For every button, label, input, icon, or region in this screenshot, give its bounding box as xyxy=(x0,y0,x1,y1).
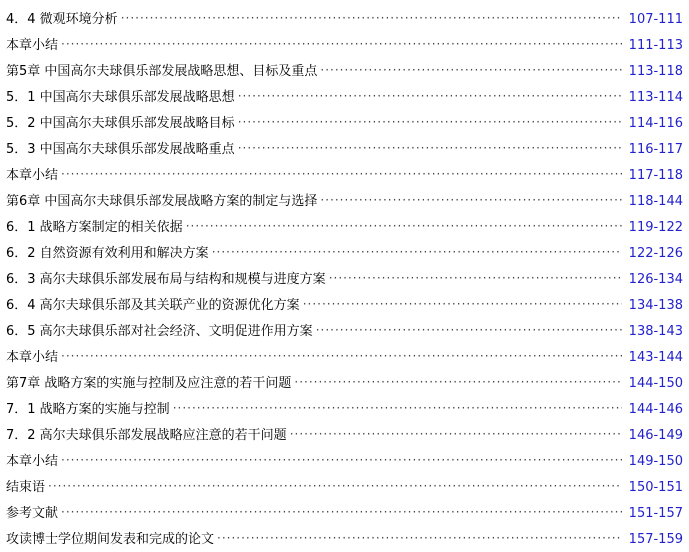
toc-entry-pages[interactable]: 111-113 xyxy=(628,38,683,53)
toc-leader-dots xyxy=(173,396,622,421)
toc-leader-dots xyxy=(290,422,622,447)
toc-entry[interactable] xyxy=(0,344,689,370)
toc-leader-dots xyxy=(329,266,622,291)
toc-leader-dots xyxy=(303,292,622,317)
toc-leader-dots xyxy=(294,370,622,395)
toc-entry-title: 本章小结 xyxy=(6,454,59,469)
toc-entry-title: 7．2 高尔夫球俱乐部发展战略应注意的若干问题 xyxy=(6,428,287,443)
toc-entry[interactable] xyxy=(0,162,689,188)
toc-entry-title: 7．1 战略方案的实施与控制 xyxy=(6,402,170,417)
toc-entry[interactable] xyxy=(0,84,689,110)
toc-entry[interactable] xyxy=(0,110,689,136)
toc-entry[interactable] xyxy=(0,188,689,214)
toc-entry-pages[interactable]: 143-144 xyxy=(628,350,683,365)
toc-entry-pages[interactable]: 138-143 xyxy=(628,324,683,339)
toc-entry-pages[interactable]: 122-126 xyxy=(628,246,683,261)
toc-entry-title: 本章小结 xyxy=(6,350,59,365)
toc-leader-dots xyxy=(186,214,622,239)
toc-entry-pages[interactable]: 118-144 xyxy=(628,194,683,209)
toc-entry-pages[interactable]: 144-146 xyxy=(628,402,683,417)
toc-entry[interactable] xyxy=(0,6,689,32)
toc-leader-dots xyxy=(48,474,622,499)
toc-entry-pages[interactable]: 107-111 xyxy=(628,12,683,27)
toc-entry[interactable] xyxy=(0,396,689,422)
toc-entry-pages[interactable]: 157-159 xyxy=(628,532,683,547)
toc-leader-dots xyxy=(238,136,622,161)
toc-leader-dots xyxy=(212,240,622,265)
toc-entry-title: 6．5 高尔夫球俱乐部对社会经济、文明促进作用方案 xyxy=(6,324,313,339)
toc-entry-pages[interactable]: 114-116 xyxy=(628,116,683,131)
toc-entry-title: 结束语 xyxy=(6,480,46,495)
toc-entry[interactable] xyxy=(0,214,689,240)
toc-entry[interactable] xyxy=(0,526,689,552)
toc-entry-pages[interactable]: 113-114 xyxy=(628,90,683,105)
toc-entry-pages[interactable]: 126-134 xyxy=(628,272,683,287)
toc-entry-title: 本章小结 xyxy=(6,168,59,183)
toc-leader-dots xyxy=(238,84,622,109)
toc-entry[interactable] xyxy=(0,318,689,344)
toc-leader-dots xyxy=(61,344,622,369)
toc-entry-title: 第6章 中国高尔夫球俱乐部发展战略方案的制定与选择 xyxy=(6,194,318,209)
toc-entry-pages[interactable]: 150-151 xyxy=(628,480,683,495)
toc-entry-title: 6．4 高尔夫球俱乐部及其关联产业的资源优化方案 xyxy=(6,298,300,313)
toc-entry-title: 6．1 战略方案制定的相关依据 xyxy=(6,220,183,235)
toc-entry[interactable] xyxy=(0,136,689,162)
toc-entry-pages[interactable]: 134-138 xyxy=(628,298,683,313)
toc-entry-title: 5．2 中国高尔夫球俱乐部发展战略目标 xyxy=(6,116,235,131)
toc-entry[interactable] xyxy=(0,266,689,292)
toc-entry-title: 5．1 中国高尔夫球俱乐部发展战略思想 xyxy=(6,90,235,105)
toc-entry-title: 参考文献 xyxy=(6,506,59,521)
toc-entry[interactable] xyxy=(0,32,689,58)
toc-leader-dots xyxy=(316,318,622,343)
toc-entry-pages[interactable]: 149-150 xyxy=(628,454,683,469)
toc-entry-pages[interactable]: 116-117 xyxy=(628,142,683,157)
toc-leader-dots xyxy=(61,32,622,57)
toc-leader-dots xyxy=(217,526,622,551)
toc-entry-pages[interactable]: 146-149 xyxy=(628,428,683,443)
toc-entry[interactable] xyxy=(0,292,689,318)
toc-entry-title: 6．2 自然资源有效利用和解决方案 xyxy=(6,246,209,261)
toc-entry-pages[interactable]: 113-118 xyxy=(628,64,683,79)
toc-entry-pages[interactable]: 117-118 xyxy=(628,168,683,183)
toc-entry[interactable] xyxy=(0,240,689,266)
toc-entry[interactable] xyxy=(0,474,689,500)
toc-leader-dots xyxy=(61,162,622,187)
toc-entry-title: 第7章 战略方案的实施与控制及应注意的若干问题 xyxy=(6,376,292,391)
toc-entry-pages[interactable]: 119-122 xyxy=(628,220,683,235)
toc-entry[interactable] xyxy=(0,448,689,474)
toc-entry-title: 4．4 微观环境分析 xyxy=(6,12,118,27)
toc-leader-dots xyxy=(61,448,622,473)
toc-leader-dots xyxy=(320,188,622,213)
toc-entry-title: 6．3 高尔夫球俱乐部发展布局与结构和规模与进度方案 xyxy=(6,272,326,287)
toc-entry-pages[interactable]: 144-150 xyxy=(628,376,683,391)
toc-entry-title: 5．3 中国高尔夫球俱乐部发展战略重点 xyxy=(6,142,235,157)
toc-entry-title: 第5章 中国高尔夫球俱乐部发展战略思想、目标及重点 xyxy=(6,64,318,79)
toc-leader-dots xyxy=(121,6,622,31)
toc-entry[interactable] xyxy=(0,370,689,396)
toc-entry-pages[interactable]: 151-157 xyxy=(628,506,683,521)
toc-entry-title: 攻读博士学位期间发表和完成的论文 xyxy=(6,532,215,547)
toc-entry[interactable] xyxy=(0,422,689,448)
toc-leader-dots xyxy=(320,58,622,83)
toc-entry-title: 本章小结 xyxy=(6,38,59,53)
toc-leader-dots xyxy=(238,110,622,135)
toc-entry[interactable] xyxy=(0,58,689,84)
